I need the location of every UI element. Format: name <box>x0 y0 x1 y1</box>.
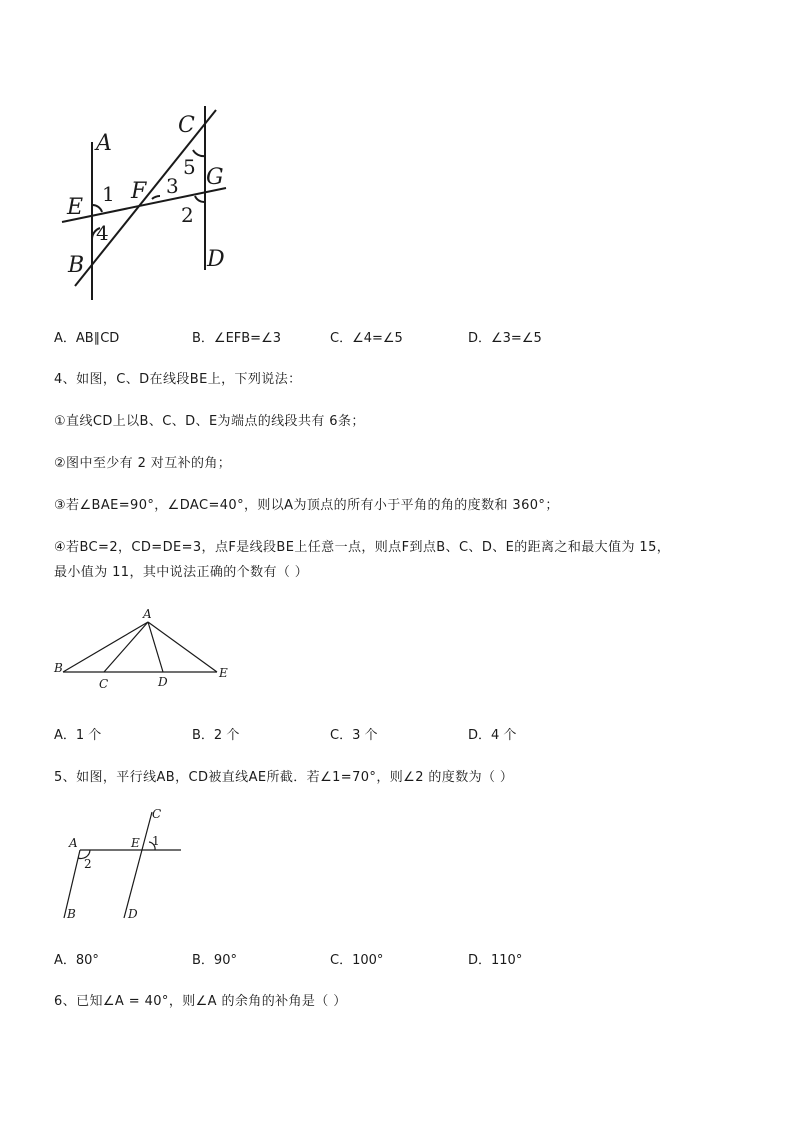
q4-statement-3: ③若∠BAE=90°，∠DAC=40°，则以A为顶点的所有小于平角的角的度数和 360°； <box>54 498 559 513</box>
q5-option-c[interactable]: C．100° <box>330 953 384 968</box>
q4-option-a[interactable]: A．1 个 <box>54 728 102 743</box>
q4-option-c[interactable]: C．3 个 <box>330 728 378 743</box>
figure-parallel-lines <box>0 0 794 320</box>
segment-ad <box>148 622 163 672</box>
q3-option-b[interactable]: B．∠EFB=∠3 <box>192 331 282 346</box>
q4-statement-4: ④若BC=2，CD=DE=3，点F是线段BE上任意一点，则点F到点B、C、D、E的距离之和最大值为 15， <box>54 540 671 555</box>
angle-arc-3 <box>152 196 160 199</box>
q4-option-b[interactable]: B．2 个 <box>192 728 240 743</box>
label-c: C <box>178 113 195 138</box>
line-cd-slant <box>124 812 152 918</box>
label-d: D <box>207 247 225 272</box>
q5-stem: 5、如图，平行线AB，CD被直线AE所截．若∠1=70°，则∠2 的度数为（ ） <box>54 770 514 785</box>
q4-statement-2: ②图中至少有 2 对互补的角； <box>54 456 232 471</box>
angle-label-5: 5 <box>183 155 196 179</box>
q3-option-d[interactable]: D．∠3=∠5 <box>468 331 542 346</box>
angle-label-2: 2 <box>181 203 194 227</box>
q4-statement-1: ①直线CD上以B、C、D、E为端点的线段共有 6条； <box>54 414 365 429</box>
label-g: G <box>206 165 224 190</box>
q5-label-e: E <box>131 836 140 850</box>
label-f: F <box>131 179 147 204</box>
tri-label-c: C <box>99 677 109 691</box>
tri-label-e: E <box>219 666 228 680</box>
segment-ae <box>148 622 217 672</box>
q5-label-a: A <box>69 836 78 850</box>
q4-option-d[interactable]: D．4 个 <box>468 728 517 743</box>
q5-label-c: C <box>152 807 162 821</box>
figure-triangle <box>0 600 794 700</box>
label-a: A <box>96 131 112 156</box>
angle-label-4: 4 <box>96 221 109 245</box>
q5-option-a[interactable]: A．80° <box>54 953 99 968</box>
q6-stem: 6、已知∠A = 40°，则∠A 的余角的补角是（ ） <box>54 994 347 1009</box>
tri-label-a: A <box>143 607 152 621</box>
q5-label-b: B <box>67 907 76 921</box>
segment-ab <box>63 622 148 672</box>
q5-option-d[interactable]: D．110° <box>468 953 523 968</box>
angle-arc-1 <box>92 205 102 212</box>
q5-option-b[interactable]: B．90° <box>192 953 237 968</box>
q4-stem: 4、如图，C、D在线段BE上，下列说法： <box>54 372 302 387</box>
label-b: B <box>68 253 85 278</box>
angle-label-3: 3 <box>166 174 179 198</box>
q4-statement-4-cont: 最小值为 11，其中说法正确的个数有（ ） <box>54 565 309 580</box>
angle-label-1: 1 <box>102 182 115 206</box>
q5-angle-2: 2 <box>84 857 92 871</box>
q5-label-d: D <box>128 907 138 921</box>
label-e: E <box>67 195 84 220</box>
tri-label-d: D <box>158 675 168 689</box>
segment-ac <box>104 622 148 672</box>
q5-angle-1: 1 <box>152 834 160 848</box>
angle-arc-2 <box>195 196 205 202</box>
tri-label-b: B <box>54 661 63 675</box>
q3-option-c[interactable]: C．∠4=∠5 <box>330 331 403 346</box>
figure-parallel-ab-cd <box>0 800 794 920</box>
q3-option-a[interactable]: A．AB∥CD <box>54 331 120 346</box>
